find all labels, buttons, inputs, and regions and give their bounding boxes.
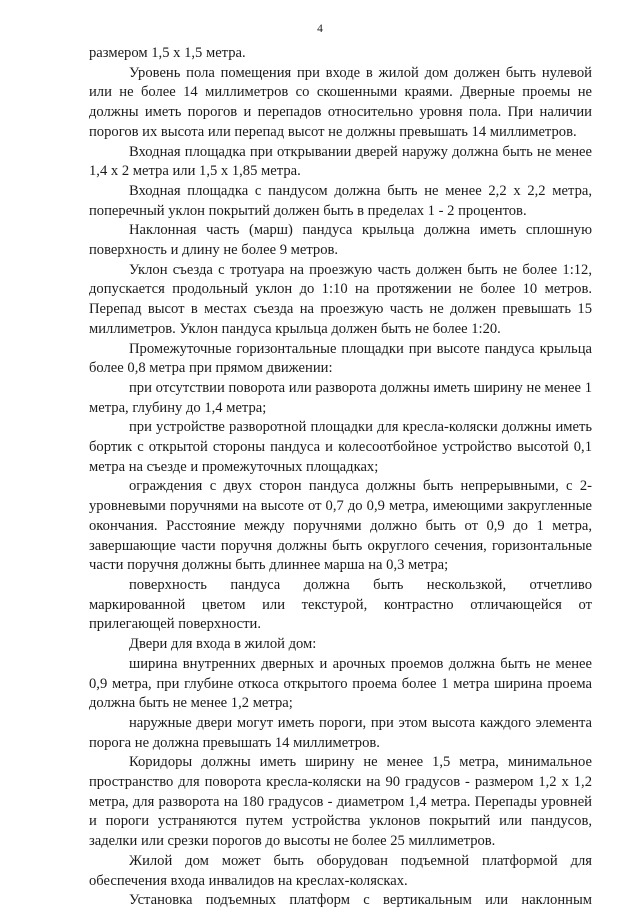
paragraph-lift-platform: Жилой дом может быть оборудован подъемной платформой для обеспечения входа инвалидов на креслах-колясках. bbox=[89, 852, 592, 889]
document-body bbox=[89, 44, 592, 911]
page-number: 4 bbox=[317, 23, 323, 35]
paragraph-entrance-platform: Входная площадка при открывании дверей наружу должна быть не менее 1,4 х 2 метра или 1,5 х 1,85 метра. bbox=[89, 143, 592, 180]
paragraph-intermediate-platforms: Промежуточные горизонтальные площадки при высоте пандуса крыльца более 0,8 метра при прямом движении: bbox=[89, 340, 592, 377]
paragraph-entrance-doors: Двери для входа в жилой дом: bbox=[129, 636, 317, 653]
paragraph-ramp-flight: Наклонная часть (марш) пандуса крыльца должна иметь сплошную поверхность и длину не более 9 метров. bbox=[89, 222, 592, 259]
paragraph-corridors: Коридоры должны иметь ширину не менее 1,5 метра, минимальное пространство для поворота кресла-коляски на 90 градусов - размером 1,2 х 1,2 метра, для разворота на 180 градусов - диаметром 1,4 метра. Перепады уровней и пороги устраняются путем устройства уклонов покрытий или пандусов, заделки или срезки порогов до высоты не более 25 миллиметров. bbox=[89, 754, 592, 850]
paragraph-ramp-platform: Входная площадка с пандусом должна быть не менее 2,2 х 2,2 метра, поперечный уклон покрытий должен быть в пределах 1 - 2 процентов. bbox=[89, 182, 592, 219]
list-item-turning-platform: при устройстве разворотной площадки для кресла-коляски должны иметь бортик с открытой стороны пандуса и колесоотбойное устройство высотой 0,1 метра на съезде и промежуточных площадках; bbox=[89, 419, 592, 475]
list-item-no-turn: при отсутствии поворота или разворота должны иметь ширину не менее 1 метра, глубину до 1,4 метра; bbox=[89, 379, 592, 416]
list-item-outer-doors: наружные двери могут иметь пороги, при этом высота каждого элемента порога не должна превышать 14 миллиметров. bbox=[89, 714, 592, 751]
paragraph-floor-level: Уровень пола помещения при входе в жилой дом должен быть нулевой или не более 14 миллиметров со скошенными краями. Дверные проемы не должны иметь порогов и перепадов относительно уровня пола. При наличии порогов их высота или перепад высот не должны превышать 14 миллиметров. bbox=[89, 64, 592, 140]
paragraph-lift-installation: Установка подъемных платформ с вертикальным или наклонным bbox=[129, 892, 592, 909]
list-item-door-width: ширина внутренних дверных и арочных проемов должна быть не менее 0,9 метра, при глубине откоса открытого проема более 1 метра ширина проема должна быть не менее 1,2 метра; bbox=[89, 655, 592, 712]
paragraph-curb-slope: Уклон съезда с тротуара на проезжую часть должен быть не более 1:12, допускается продольный уклон до 1:10 на протяжении не более 10 метров. Перепад высот в местах съезда на проезжую часть не должен превышать 15 миллиметров. Уклон пандуса крыльца должен быть не более 1:20. bbox=[89, 261, 592, 337]
list-item-railings: ограждения с двух сторон пандуса должны быть непрерывными, с 2-уровневыми поручнями на высоте от 0,7 до 0,9 метра, имеющими закругленные окончания. Расстояние между поручнями должно быть от 0,9 до 1 метра, завершающие части поручня должны быть округлого сечения, горизонтальные части поручня должны быть длиннее марша на 0,3 метра; bbox=[89, 478, 592, 574]
list-item-ramp-surface: поверхность пандуса должна быть нескользкой, отчетливо маркированной цветом или текстурой, контрастно отличающейся от прилегающей поверхности. bbox=[89, 576, 592, 633]
paragraph-continuation: размером 1,5 х 1,5 метра. bbox=[89, 45, 246, 61]
